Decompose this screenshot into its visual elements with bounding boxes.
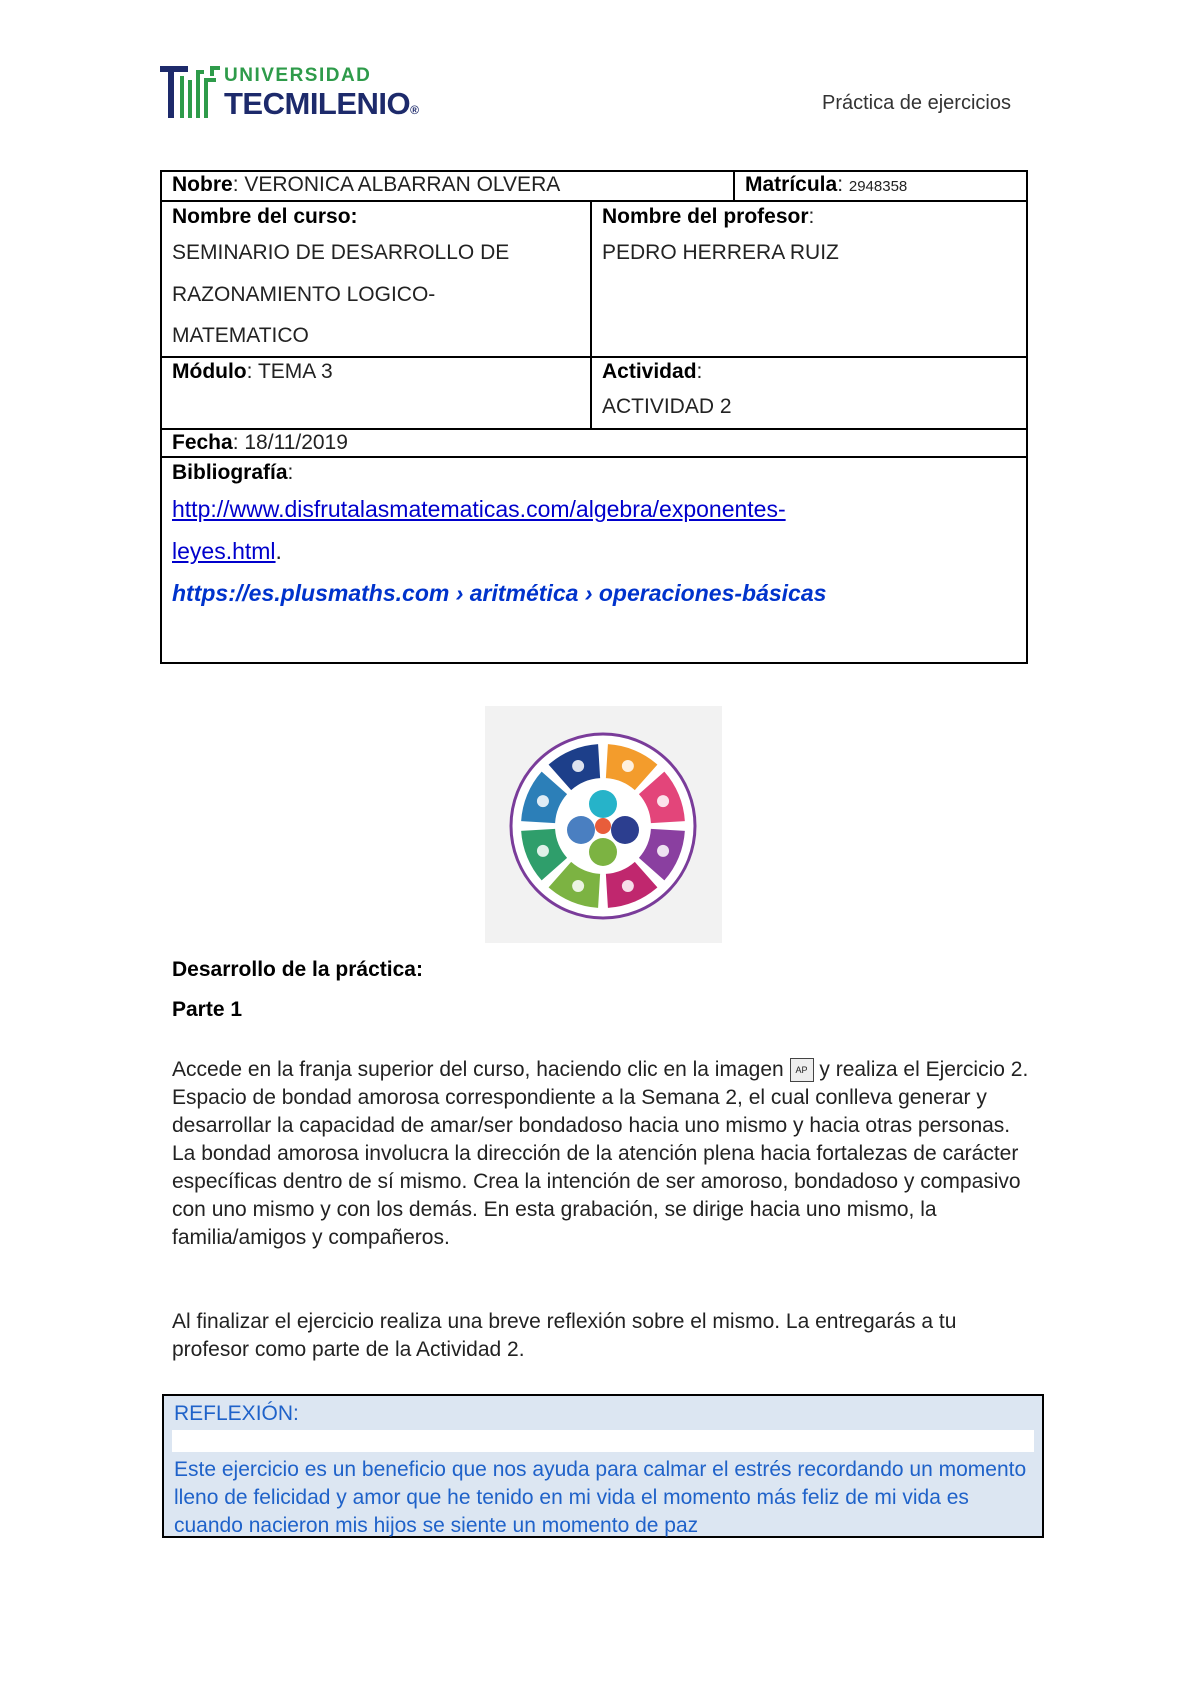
student-info-table xyxy=(160,170,1028,664)
student-name: VERONICA ALBARRAN OLVERA xyxy=(244,173,561,196)
wheel-center-bubble xyxy=(611,816,639,844)
module-value: TEMA 3 xyxy=(257,360,333,383)
reflection-text: Este ejercicio es un beneficio que nos ayuda para calmar el estrés recordando un momento lleno de felicidad y amor que he tenido en mi vida el momento más feliz de mi vida es cuando nacieron mis hijos se siente un momento de paz xyxy=(174,1458,1027,1537)
wheel-center-bubble xyxy=(567,816,595,844)
instructions-paragraph: Accede en la franja superior del curso, haciendo clic en la imagen AP y realiza el Ejercicio 2. Espacio de bondad amorosa correspondiente a la Semana 2, el cual conlleva generar y desarrollar la capacidad de amar/ser bondadoso hacia uno mismo y hacia otras personas. La bondad amorosa involucra la dirección de la atención plena hacia fortalezas de carácter específicas dentro de sí mismo. Crea la intención de ser amoroso, bondadoso y compasivo con uno mismo y con los demás. En esta grabación, se dirige hacia uno mismo, la familia/amigos y compañeros. xyxy=(172,1058,1029,1249)
course-cell xyxy=(161,201,591,357)
wheel-segment-icon xyxy=(572,760,584,772)
bibliography-link-1-cont[interactable]: leyes.html xyxy=(172,538,276,564)
professor-label: Nombre del profesor xyxy=(602,205,809,228)
bibliography-link-2[interactable]: https://es.plusmaths.com › aritmética › operaciones-básicas xyxy=(172,580,827,606)
bibliography-cell: Bibliografía: http://www.disfrutalasmatematicas.com/algebra/exponentes- leyes.html. https://es.plusmaths.com › aritmética › operaciones-básicas xyxy=(161,457,1027,663)
bibliography-label: Bibliografía xyxy=(172,461,288,484)
professor-name: PEDRO HERRERA RUIZ xyxy=(602,241,839,264)
wheel-segment-icon xyxy=(622,760,634,772)
activity-value: ACTIVIDAD 2 xyxy=(602,395,732,418)
professor-cell: Nombre del profesor: PEDRO HERRERA RUIZ xyxy=(591,201,1027,357)
university-logo xyxy=(158,62,458,126)
logo-mark-icon xyxy=(158,62,230,122)
closing-paragraph: Al finalizar el ejercicio realiza una breve reflexión sobre el mismo. La entregarás a tu profesor como parte de la Actividad 2. xyxy=(172,1310,957,1361)
student-name-cell: Nobre: VERONICA ALBARRAN OLVERA xyxy=(161,171,734,201)
course-line-3: MATEMATICO xyxy=(172,324,309,347)
date-value: 18/11/2019 xyxy=(244,431,348,454)
wellbeing-wheel-image xyxy=(485,706,722,943)
matricula-cell: Matrícula: 2948358 xyxy=(734,171,1027,201)
wheel-segment-icon xyxy=(537,845,549,857)
bibliography-link-1[interactable]: http://www.disfrutalasmatematicas.com/algebra/exponentes- xyxy=(172,496,786,522)
matricula-value: 2948358 xyxy=(848,178,908,195)
wheel-center-bubble xyxy=(589,838,617,866)
reflection-title: REFLEXIÓN: xyxy=(174,1402,299,1425)
wheel-segment-icon xyxy=(572,880,584,892)
reflection-separator xyxy=(172,1430,1034,1452)
wheel-graphic xyxy=(485,706,722,943)
course-line-2: RAZONAMIENTO LOGICO- xyxy=(172,283,436,306)
wheel-center-person-icon xyxy=(595,818,611,834)
logo-text-main: TECMILENIO® xyxy=(224,86,419,121)
activity-cell: Actividad: ACTIVIDAD 2 xyxy=(591,357,1027,429)
course-label: Nombre del curso: xyxy=(172,205,358,228)
development-heading: Desarrollo de la práctica: xyxy=(172,958,423,981)
logo-text-top: UNIVERSIDAD xyxy=(224,65,372,86)
wheel-segment-icon xyxy=(657,795,669,807)
wheel-segment-icon xyxy=(537,795,549,807)
part-heading: Parte 1 xyxy=(172,998,243,1021)
wheel-center-bubble xyxy=(589,790,617,818)
wheel-segment-icon xyxy=(622,880,634,892)
document-type: Práctica de ejercicios xyxy=(822,92,1011,114)
course-line-1: SEMINARIO DE DESARROLLO DE xyxy=(172,241,510,264)
activity-player-icon[interactable]: AP xyxy=(790,1058,814,1082)
reflection-box xyxy=(162,1394,1044,1538)
wheel-segment-icon xyxy=(657,845,669,857)
date-cell: Fecha: 18/11/2019 xyxy=(161,429,1027,457)
module-cell: Módulo: TEMA 3 xyxy=(161,357,591,429)
